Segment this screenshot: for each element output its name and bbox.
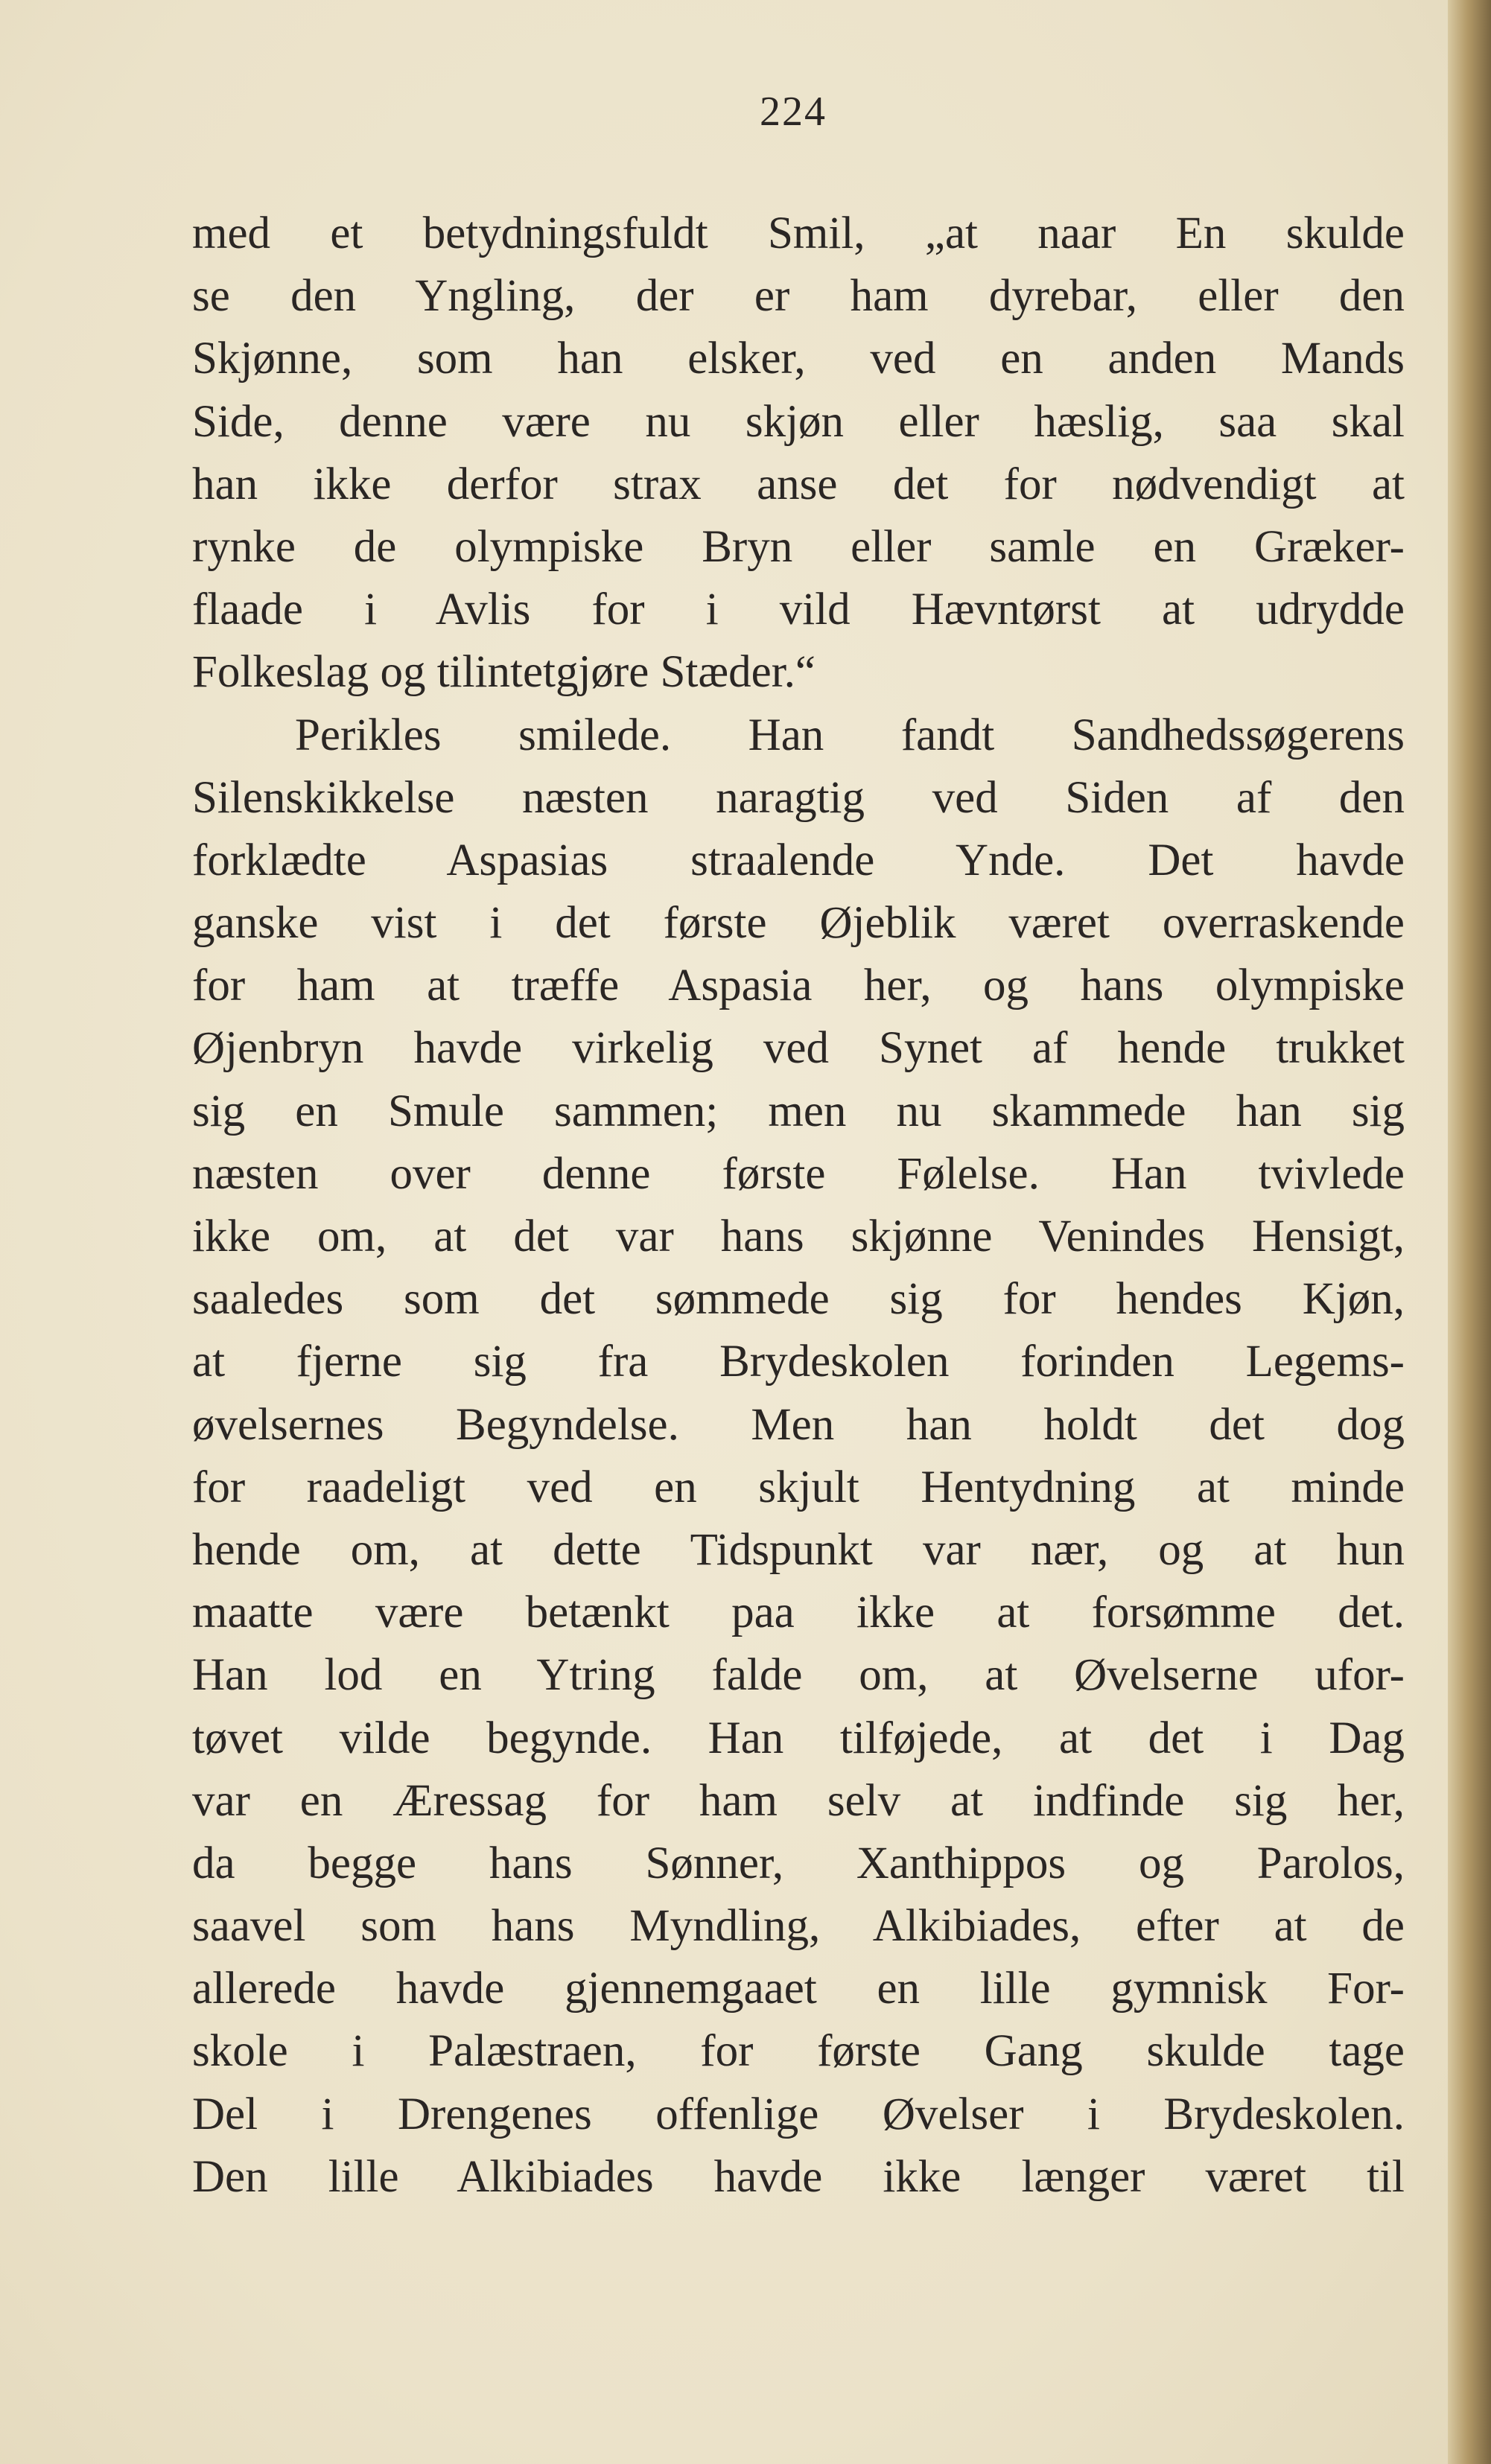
text-line: da begge hans Sønner, Xanthippos og Parolos, [192, 1838, 1405, 1888]
text-line: se den Yngling, der er ham dyrebar, eller den [192, 271, 1405, 322]
text-line: maatte være betænkt paa ikke at forsømme det. [192, 1588, 1405, 1638]
text-line: tøvet vilde begynde. Han tilføjede, at det i Dag [192, 1713, 1405, 1763]
text-line: Del i Drengenes offenlige Øvelser i Brydeskolen. [192, 2089, 1405, 2139]
text-line: at fjerne sig fra Brydeskolen forinden Legems- [192, 1337, 1405, 1387]
text-line: med et betydningsfuldt Smil, „at naar En skulde [192, 208, 1405, 258]
text-line: for raadeligt ved en skjult Hentydning at minde [192, 1462, 1405, 1512]
text-line: forklædte Aspasias straalende Ynde. Det havde [192, 835, 1405, 885]
text-line: han ikke derfor strax anse det for nødvendigt at [192, 459, 1405, 509]
text-line: ikke om, at det var hans skjønne Venindes Hensigt, [192, 1212, 1405, 1261]
text-line: Folkeslag og tilintetgjøre Stæder.“ [192, 647, 816, 698]
text-line: for ham at træffe Aspasia her, og hans olympiske [192, 961, 1405, 1011]
body-text [192, 203, 1405, 2209]
text-line: Silenskikkelse næsten naragtig ved Siden af den [192, 772, 1405, 823]
page-edge-shadow [1448, 0, 1491, 2464]
text-line: øvelsernes Begyndelse. Men han holdt det dog [192, 1399, 1405, 1450]
text-line: Øjenbryn havde virkelig ved Synet af hende trukket [192, 1023, 1405, 1074]
text-line: flaade i Avlis for i vild Hævntørst at udrydde [192, 585, 1405, 635]
text-line: Side, denne være nu skjøn eller hæslig, saa skal [192, 396, 1405, 447]
text-line: ganske vist i det første Øjeblik været overraskende [192, 898, 1405, 949]
text-line: var en Æressag for ham selv at indfinde sig her, [192, 1775, 1405, 1826]
text-line: næsten over denne første Følelse. Han tvivlede [192, 1148, 1405, 1199]
text-line: Den lille Alkibiades havde ikke længer været til [192, 2151, 1405, 2202]
page-number: 224 [760, 89, 827, 135]
text-line: hende om, at dette Tidspunkt var nær, og at hun [192, 1524, 1405, 1575]
text-line: Skjønne, som han elsker, ved en anden Mands [192, 334, 1405, 384]
text-line: skole i Palæstraen, for første Gang skulde tage [192, 2026, 1405, 2077]
text-line: rynke de olympiske Bryn eller samle en Græker- [192, 521, 1405, 572]
text-line: allerede havde gjennemgaaet en lille gymnisk For- [192, 1964, 1405, 2014]
text-line: Han lod en Ytring falde om, at Øvelserne ufor- [192, 1650, 1405, 1701]
text-line: Perikles smilede. Han fandt Sandhedssøgerens [295, 710, 1405, 760]
text-line: saavel som hans Myndling, Alkibiades, efter at de [192, 1901, 1405, 1952]
text-line: sig en Smule sammen; men nu skammede han sig [192, 1086, 1405, 1136]
text-line: saaledes som det sømmede sig for hendes Kjøn, [192, 1274, 1405, 1325]
